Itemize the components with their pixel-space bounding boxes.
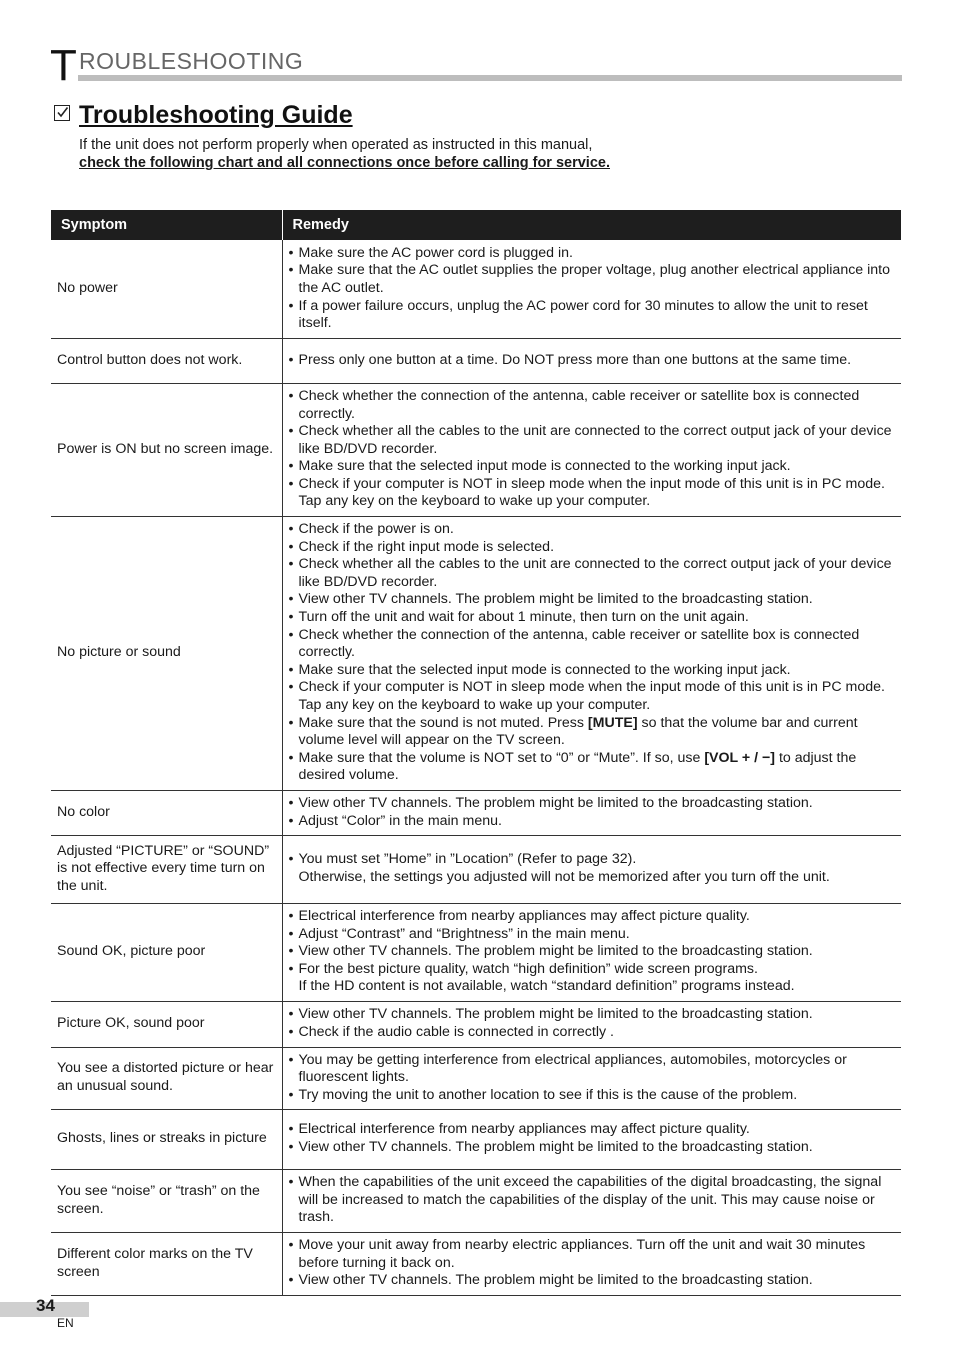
remedy-item: • Make sure the AC power cord is plugged in. xyxy=(289,245,896,263)
remedy-item: • View other TV channels. The problem might be limited to the broadcasting station. xyxy=(289,1006,896,1024)
remedy-item: • Check whether the connection of the antenna, cable receiver or satellite box is connected correctly. xyxy=(289,627,896,662)
remedy-item: • Turn off the unit and wait for about 1 minute, then turn on the unit again. xyxy=(289,609,896,627)
troubleshooting-table xyxy=(51,210,901,1296)
remedy-item: If the HD content is not available, watch “standard definition” programs instead. xyxy=(298,978,795,995)
remedy-item: • For the best picture quality, watch “high definition” wide screen programs. xyxy=(289,961,896,979)
remedy-text: to adjust the desired volume. xyxy=(298,749,857,784)
remedy-item: • Try moving the unit to another location to see if this is the cause of the problem. xyxy=(289,1087,896,1105)
remedy-cell xyxy=(282,1169,901,1232)
remedy-item: • Check whether all the cables to the unit are connected to the correct output jack of your device like BD/DVD recorder. xyxy=(289,423,896,458)
symptom-cell: No power xyxy=(51,240,282,338)
remedy-item: Otherwise, the settings you adjusted will not be memorized after you turn off the unit. xyxy=(298,869,830,885)
remedy-item: • You must set ”Home” in ”Location” (Refer to page 32). xyxy=(289,851,896,869)
remedy-item: • Electrical interference from nearby appliances may affect picture quality. xyxy=(289,1121,896,1139)
remedy-item: • Electrical interference from nearby appliances may affect picture quality. xyxy=(289,908,896,926)
table-row xyxy=(51,1169,901,1232)
button-reference: [VOL + / −] xyxy=(704,749,776,766)
remedy-item: • Check if your computer is NOT in sleep mode when the input mode of this unit is in PC mode. Tap any key on the keyboard to wake up your computer. xyxy=(289,679,896,714)
remedy-item xyxy=(289,750,896,785)
remedy-item: • View other TV channels. The problem might be limited to the broadcasting station. xyxy=(289,943,896,961)
table-row xyxy=(51,1001,901,1047)
remedy-text: Make sure that the sound is not muted. Press xyxy=(298,714,588,731)
remedy-item: • Check if the power is on. xyxy=(289,521,896,539)
remedy-item: • View other TV channels. The problem might be limited to the broadcasting station. xyxy=(289,795,896,813)
header-initial: T xyxy=(50,41,77,90)
language-code: EN xyxy=(57,1316,74,1330)
table-row xyxy=(51,338,901,383)
table-row xyxy=(51,1232,901,1295)
section-header xyxy=(50,41,902,90)
remedy-cell xyxy=(282,790,901,835)
remedy-item: • Check if your computer is NOT in sleep mode when the input mode of this unit is in PC mode. Tap any key on the keyboard to wake up your computer. xyxy=(289,476,896,511)
remedy-item: • Make sure that the selected input mode is connected to the working input jack. xyxy=(289,458,896,476)
remedy-text: so that the volume bar and current volume level will appear on the TV screen. xyxy=(298,714,858,749)
table-row xyxy=(51,1109,901,1169)
remedy-item: • Check whether the connection of the antenna, cable receiver or satellite box is connected correctly. xyxy=(289,388,896,423)
header-rule xyxy=(78,75,902,81)
remedy-item: • View other TV channels. The problem might be limited to the broadcasting station. xyxy=(289,1139,896,1157)
symptom-cell: No picture or sound xyxy=(51,516,282,790)
symptom-cell: You see “noise” or “trash” on the screen. xyxy=(51,1169,282,1232)
table-header-row xyxy=(51,210,901,240)
intro-text xyxy=(79,136,610,172)
remedy-item: • Make sure that the AC outlet supplies the proper voltage, plug another electrical appliance into the AC outlet. xyxy=(289,262,896,297)
column-header-symptom: Symptom xyxy=(51,210,282,240)
checkmark-icon xyxy=(54,105,70,121)
remedy-text: Make sure that the volume is NOT set to “0” or “Mute”. If so, use xyxy=(298,749,705,766)
remedy-cell xyxy=(282,1047,901,1109)
remedy-item: • Check if the right input mode is selected. xyxy=(289,539,896,557)
symptom-cell: Adjusted “PICTURE” or “SOUND” is not effective every time turn on the unit. xyxy=(51,835,282,903)
remedy-item: • Check whether all the cables to the unit are connected to the correct output jack of your device like BD/DVD recorder. xyxy=(289,556,896,591)
symptom-cell: No color xyxy=(51,790,282,835)
remedy-cell xyxy=(282,1232,901,1295)
symptom-cell: You see a distorted picture or hear an unusual sound. xyxy=(51,1047,282,1109)
remedy-item: • View other TV channels. The problem might be limited to the broadcasting station. xyxy=(289,591,896,609)
table-row xyxy=(51,516,901,790)
symptom-cell: Sound OK, picture poor xyxy=(51,903,282,1001)
remedy-item: • Adjust “Color” in the main menu. xyxy=(289,813,896,831)
remedy-item: • View other TV channels. The problem might be limited to the broadcasting station. xyxy=(289,1272,896,1290)
button-reference: [MUTE] xyxy=(587,714,638,731)
remedy-cell xyxy=(282,338,901,383)
remedy-cell xyxy=(282,1109,901,1169)
symptom-cell: Control button does not work. xyxy=(51,338,282,383)
remedy-cell xyxy=(282,383,901,516)
table-row xyxy=(51,240,901,338)
remedy-item: • If a power failure occurs, unplug the AC power cord for 30 minutes to allow the unit to reset itself. xyxy=(289,298,896,333)
remedy-cell xyxy=(282,516,901,790)
remedy-item: • Move your unit away from nearby electric appliances. Turn off the unit and wait 30 minutes before turning it back on. xyxy=(289,1237,896,1272)
intro-line: If the unit does not perform properly when operated as instructed in this manual, xyxy=(79,137,593,153)
remedy-item: • Check if the audio cable is connected in correctly . xyxy=(289,1024,896,1042)
table-row xyxy=(51,1047,901,1109)
table-row xyxy=(51,383,901,516)
header-title: ROUBLESHOOTING xyxy=(79,48,304,74)
table-row xyxy=(51,835,901,903)
symptom-cell: Different color marks on the TV screen xyxy=(51,1232,282,1295)
remedy-item xyxy=(289,715,896,750)
symptom-cell: Ghosts, lines or streaks in picture xyxy=(51,1109,282,1169)
table-row xyxy=(51,790,901,835)
guide-title: Troubleshooting Guide xyxy=(79,101,353,129)
remedy-item: • You may be getting interference from electrical appliances, automobiles, motorcycles or fluorescent lights. xyxy=(289,1052,896,1087)
remedy-cell xyxy=(282,1001,901,1047)
remedy-cell xyxy=(282,240,901,338)
remedy-cell xyxy=(282,835,901,903)
intro-emphasis: check the following chart and all connections once before calling for service. xyxy=(79,155,610,171)
remedy-cell xyxy=(282,903,901,1001)
column-header-remedy: Remedy xyxy=(282,210,901,240)
remedy-item: • Adjust “Contrast” and “Brightness” in the main menu. xyxy=(289,926,896,944)
remedy-item: • Make sure that the selected input mode is connected to the working input jack. xyxy=(289,662,896,680)
symptom-cell: Picture OK, sound poor xyxy=(51,1001,282,1047)
remedy-item: • When the capabilities of the unit exceed the capabilities of the digital broadcasting, the signal will be increased to match the capabilities of the display of the unit. This may cause noise or trash. xyxy=(289,1174,896,1227)
page-number: 34 xyxy=(36,1296,55,1315)
symptom-cell: Power is ON but no screen image. xyxy=(51,383,282,516)
table-row xyxy=(51,903,901,1001)
remedy-item: • Press only one button at a time. Do NOT press more than one buttons at the same time. xyxy=(289,352,896,370)
